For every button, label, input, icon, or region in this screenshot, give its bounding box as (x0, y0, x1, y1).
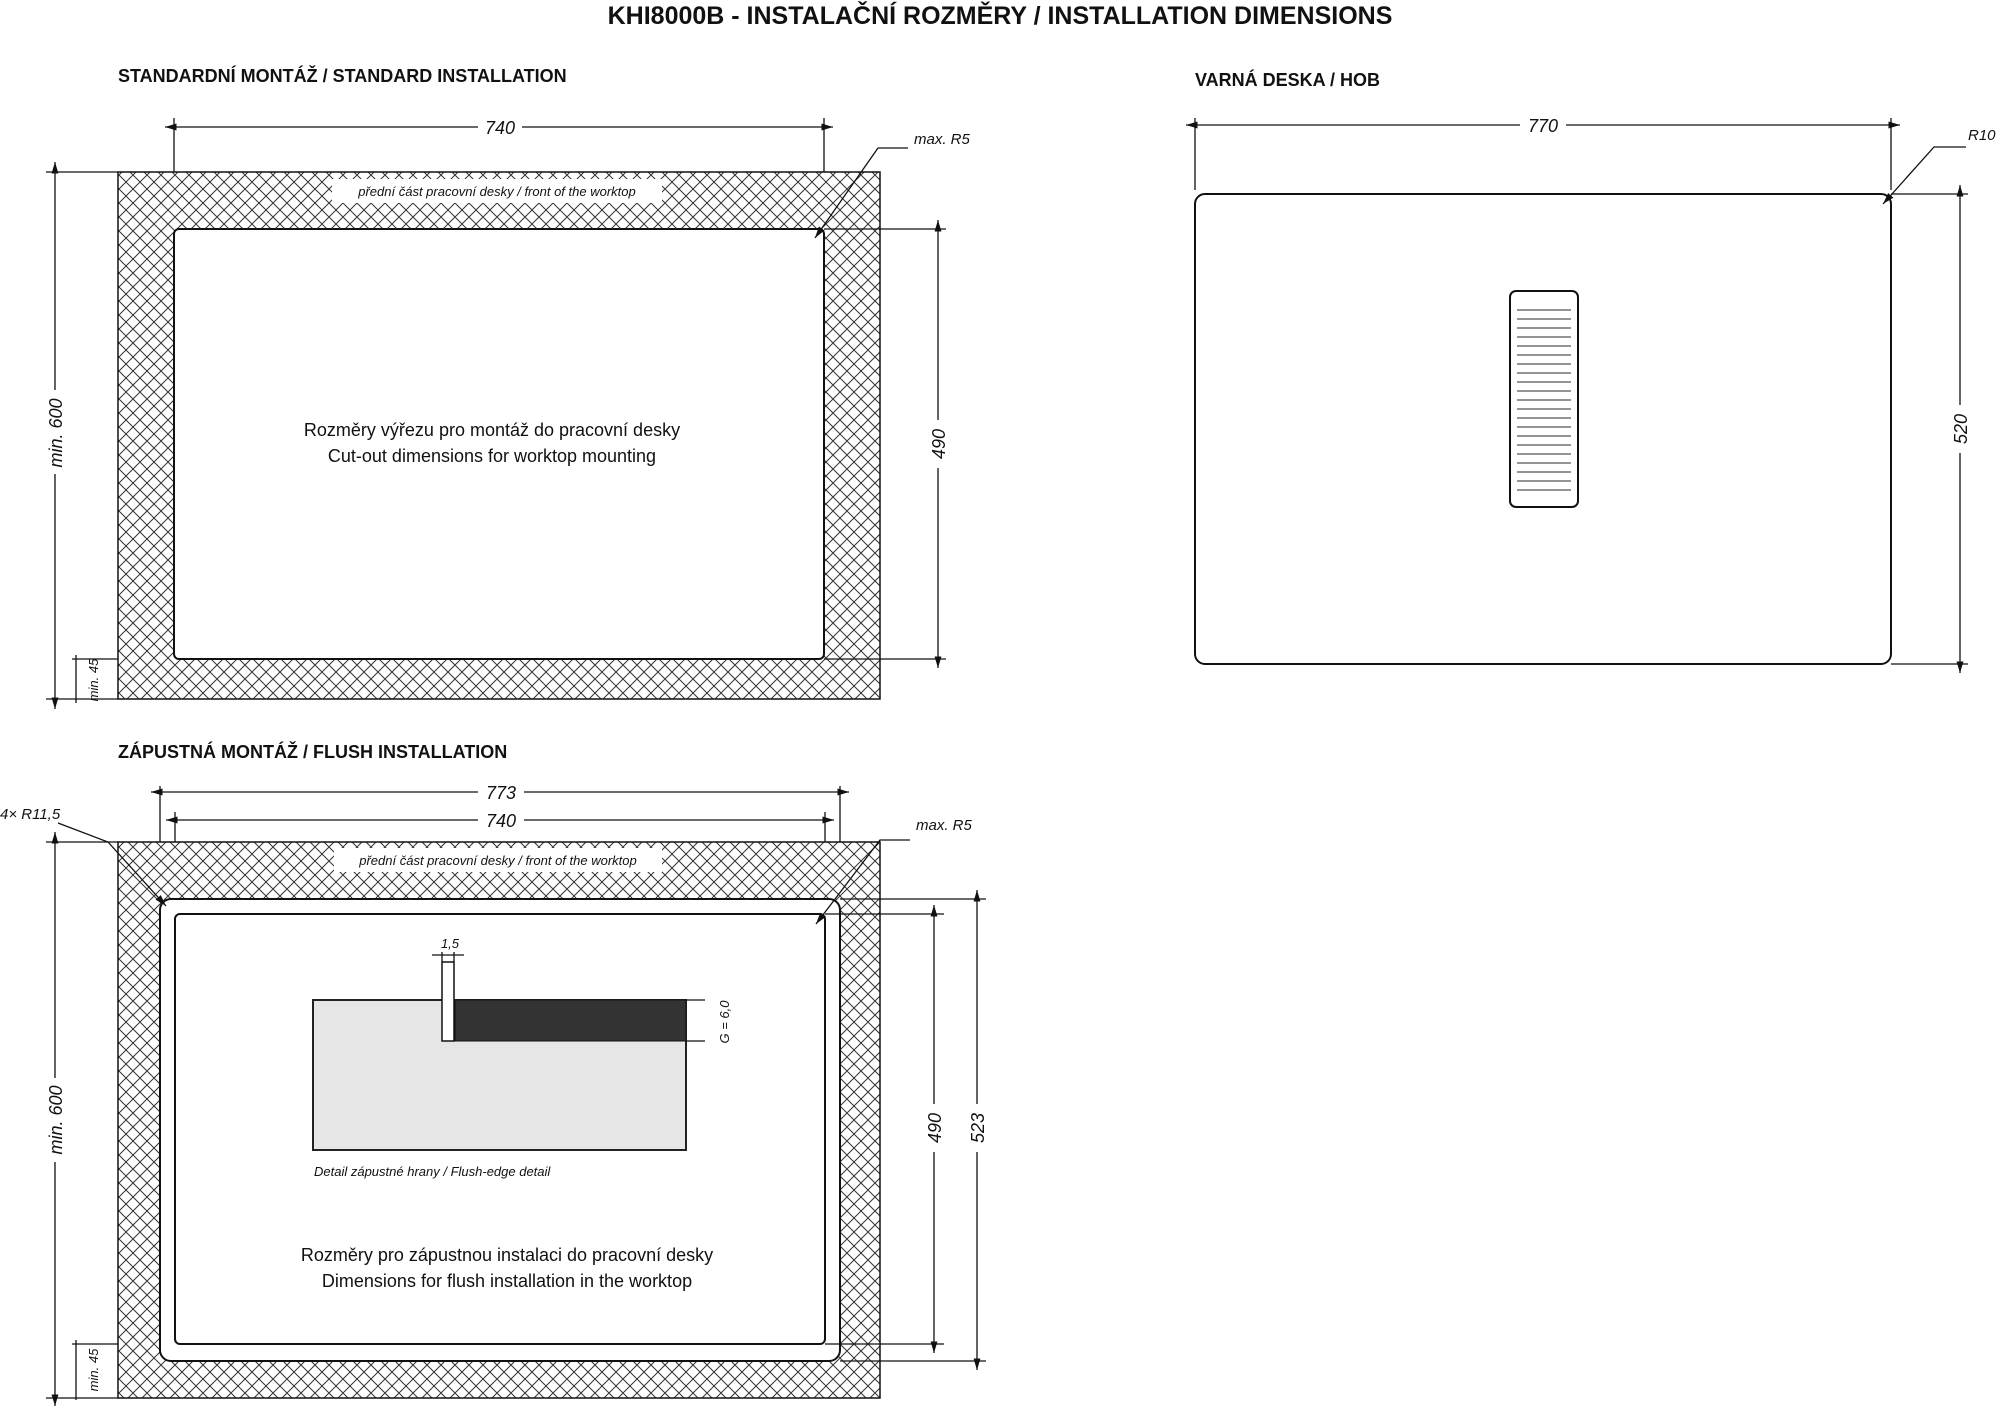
flush-margin-label: min. 45 (86, 1348, 101, 1392)
detail-glass-label: G = 6,0 (717, 1000, 732, 1044)
standard-radius-label: max. R5 (914, 131, 970, 148)
standard-width-label: 740 (484, 118, 516, 138)
flush-inner-height-label: 490 (925, 1112, 945, 1144)
hob-control-panel (1510, 291, 1578, 507)
hob-height-label: 520 (1951, 413, 1971, 445)
detail-caption: Detail zápustné hrany / Flush-edge detail (314, 1164, 551, 1179)
hob-radius-label: R10 (1968, 127, 1996, 144)
flush-corner-label: 4× R11,5 (0, 806, 61, 823)
standard-desc-en: Cut-out dimensions for worktop mounting (327, 446, 657, 466)
flush-front-label: přední část pracovní desky / front of the worktop (359, 853, 637, 868)
detail-gap-label: 1,5 (440, 936, 460, 951)
detail-glass-section (455, 1000, 686, 1041)
hob-view (1186, 69, 1996, 673)
flush-desc-en: Dimensions for flush installation in the worktop (321, 1271, 693, 1291)
page-title: KHI8000B - INSTALAČNÍ ROZMĚRY / INSTALLATION DIMENSIONS (607, 2, 1393, 30)
standard-installation (44, 65, 971, 709)
flush-installation (0, 741, 988, 1406)
flush-depth-label: min. 600 (46, 1085, 66, 1155)
standard-height-label: 490 (929, 428, 949, 460)
standard-depth-label: min. 600 (46, 398, 66, 468)
standard-heading: STANDARDNÍ MONTÁŽ / STANDARD INSTALLATION (118, 66, 567, 86)
standard-front-label: přední část pracovní desky / front of the worktop (358, 184, 636, 199)
standard-cutout (174, 229, 824, 659)
flush-desc-cz: Rozměry pro zápustnou instalaci do pracovní desky (300, 1245, 714, 1265)
flush-outer-width-label: 773 (485, 783, 517, 803)
flush-radius-label: max. R5 (916, 817, 972, 834)
flush-inner-width-label: 740 (485, 811, 517, 831)
detail-gap (442, 962, 454, 1041)
flush-outer-height-label: 523 (968, 1112, 988, 1144)
hob-heading: VARNÁ DESKA / HOB (1195, 70, 1381, 90)
standard-margin-label: min. 45 (86, 658, 101, 702)
standard-desc-cz: Rozměry výřezu pro montáž do pracovní desky (303, 420, 681, 440)
flush-heading: ZÁPUSTNÁ MONTÁŽ / FLUSH INSTALLATION (118, 742, 508, 762)
hob-width-label: 770 (1527, 116, 1559, 136)
